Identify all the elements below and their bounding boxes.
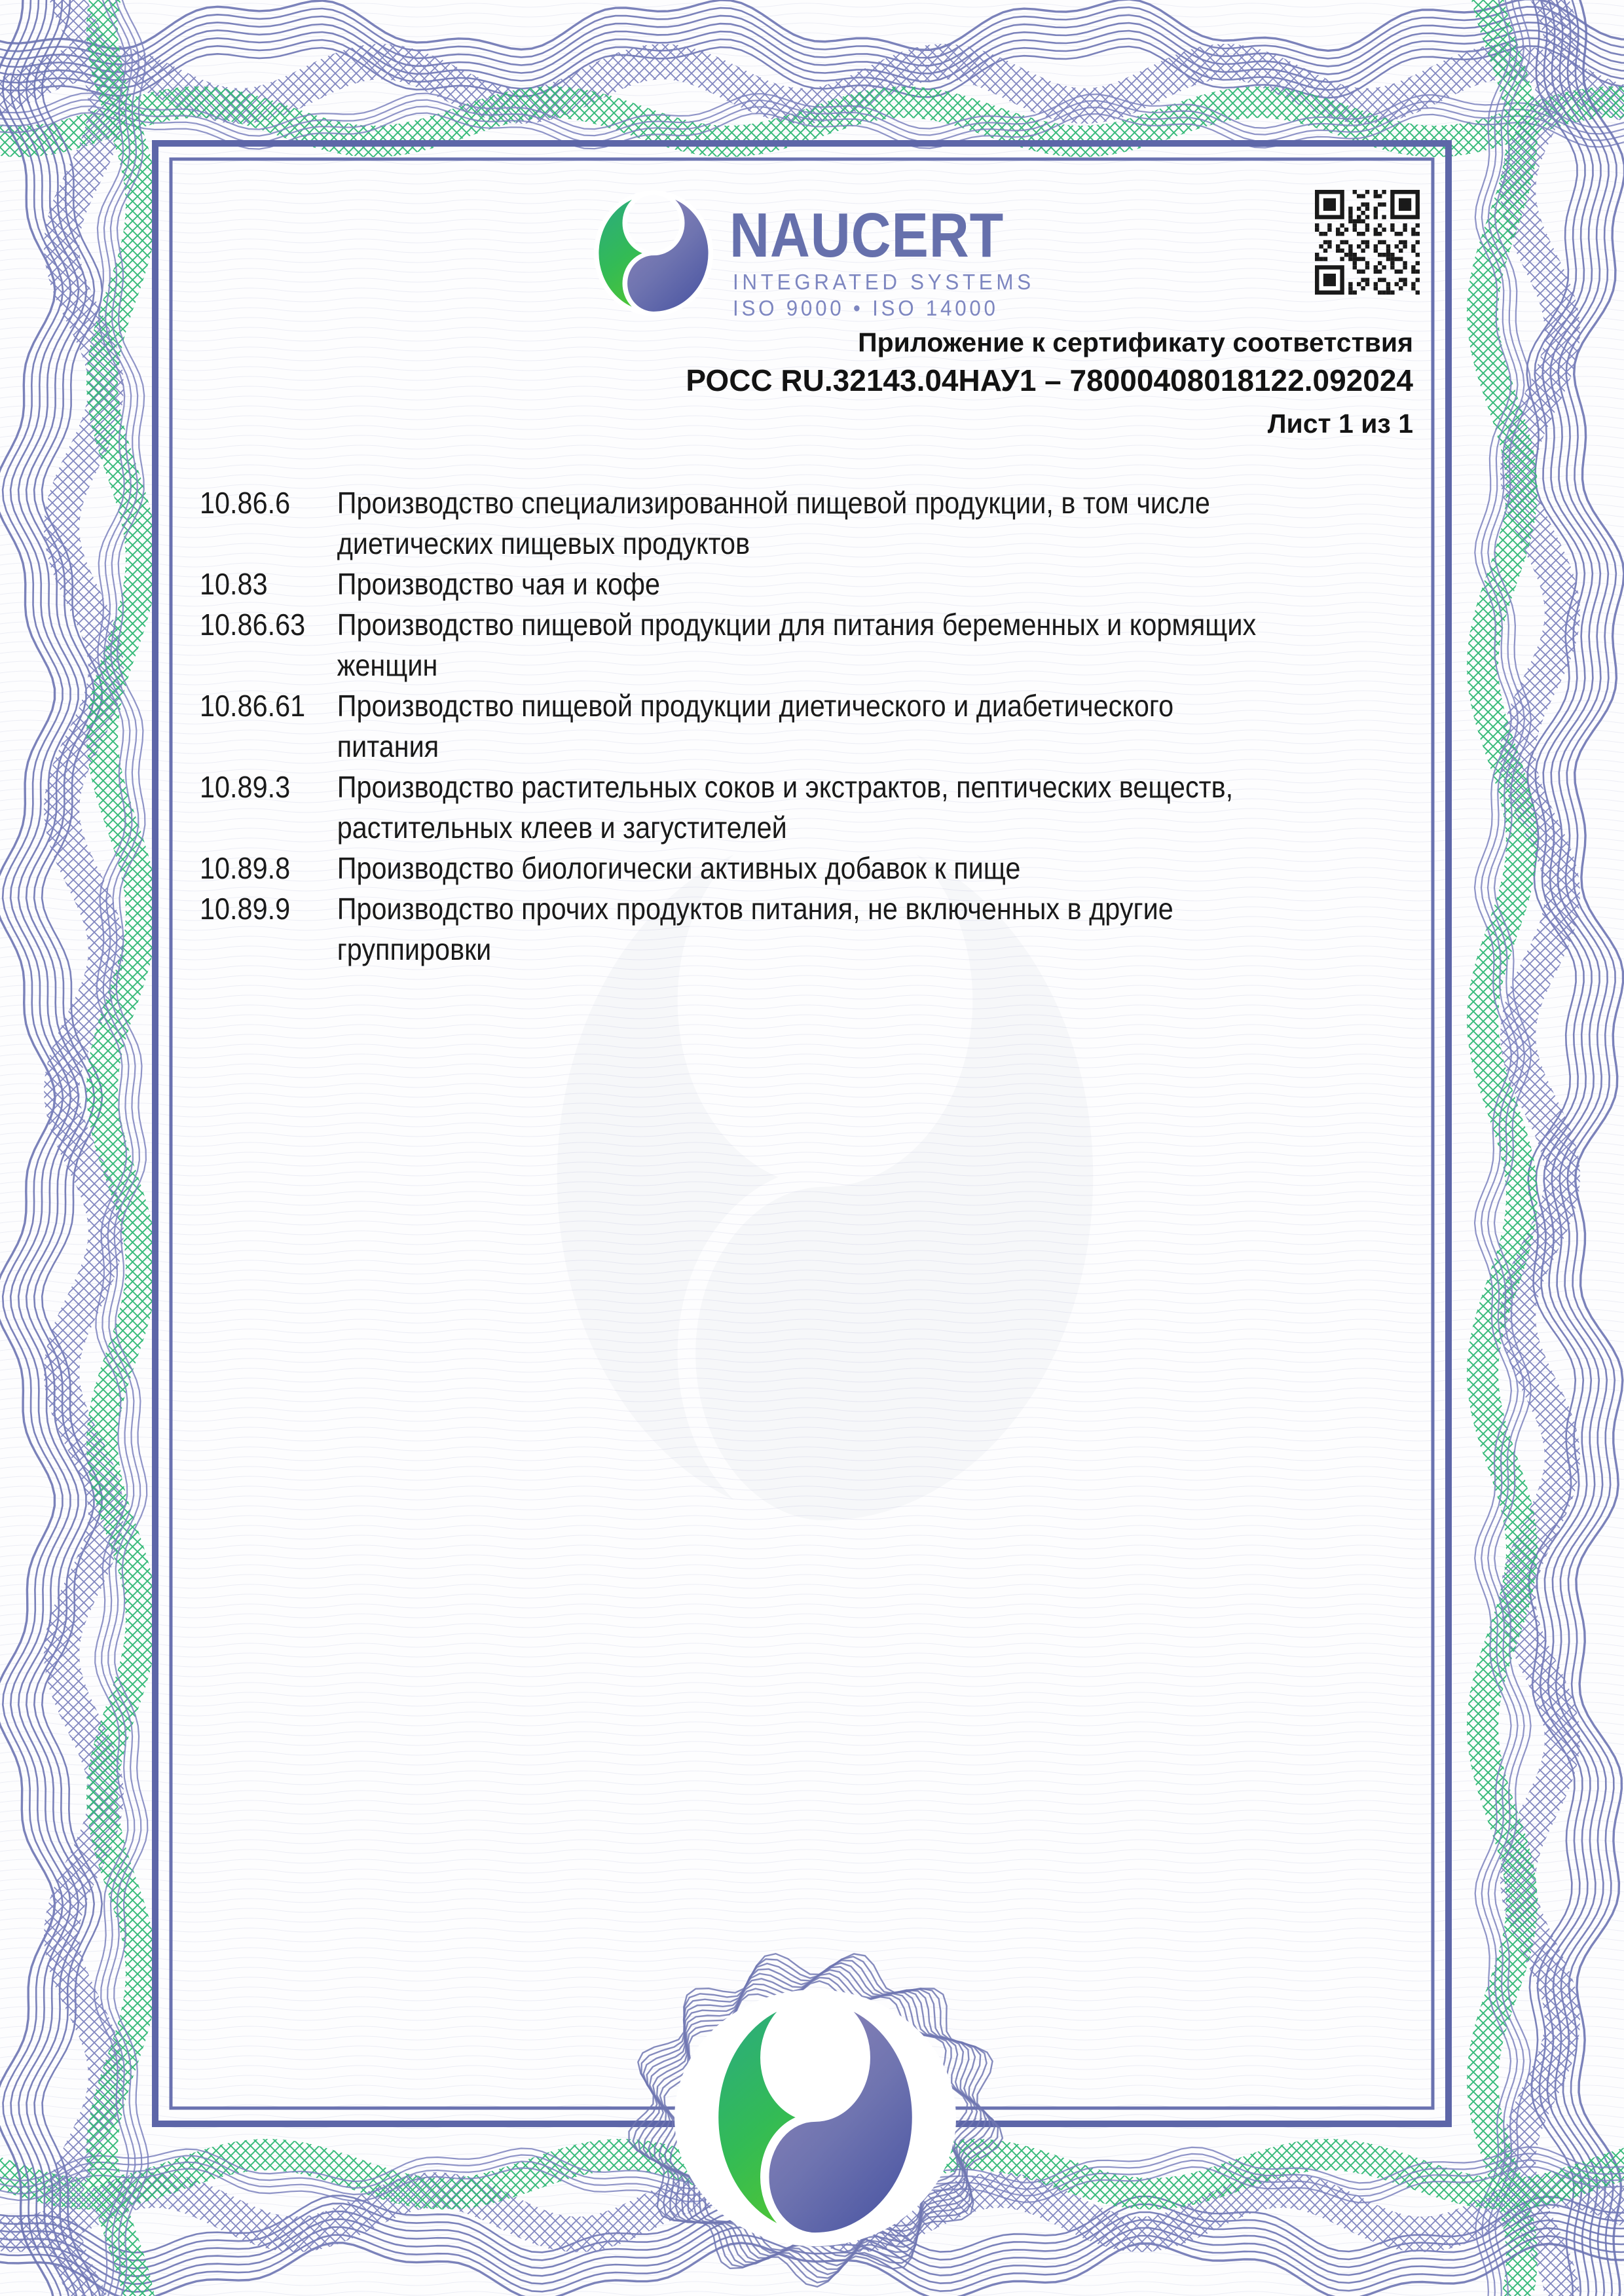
okved-row	[200, 604, 1256, 685]
logo-iso-line: ISO 9000 • ISO 14000	[733, 296, 999, 320]
okved-code: 10.86.61	[200, 689, 306, 723]
okved-code: 10.89.8	[200, 851, 291, 885]
okved-description: Производство пищевой продукции для питания беременных и кормящих женщин	[337, 608, 1257, 682]
okved-code: 10.89.9	[200, 892, 291, 926]
okved-row	[200, 848, 1256, 888]
okved-description: Производство чая и кофе	[337, 567, 660, 601]
okved-row	[200, 767, 1256, 848]
okved-code: 10.86.63	[200, 608, 306, 642]
okved-row	[200, 888, 1256, 970]
okved-description: Производство специализированной пищевой продукции, в том числе диетических пищевых продуктов	[337, 486, 1210, 560]
okved-description: Производство прочих продуктов питания, не включенных в другие группировки	[337, 892, 1173, 966]
okved-code: 10.83	[200, 567, 268, 601]
sheet-number: Лист 1 из 1	[1267, 409, 1413, 439]
okved-description: Производство пищевой продукции диетического и диабетического питания	[337, 689, 1174, 763]
appendix-title: Приложение к сертификату соответствия	[858, 327, 1413, 357]
okved-code: 10.89.3	[200, 770, 291, 804]
okved-description: Производство биологически активных добавок к пище	[337, 851, 1021, 885]
logo-wordmark: NAUCERT	[729, 200, 1005, 270]
okved-code: 10.86.6	[200, 486, 291, 520]
okved-row	[200, 564, 1256, 604]
qr-code	[1315, 190, 1420, 295]
logo-subtitle: INTEGRATED SYSTEMS	[733, 270, 1035, 294]
okved-list	[200, 483, 1256, 970]
okved-row	[200, 483, 1256, 564]
certificate-number: РОСС RU.32143.04НАУ1 – 78000408018122.092024	[686, 363, 1413, 397]
okved-row	[200, 685, 1256, 767]
okved-description: Производство растительных соков и экстрактов, пептических веществ, растительных клеев и загустителей	[337, 770, 1234, 845]
